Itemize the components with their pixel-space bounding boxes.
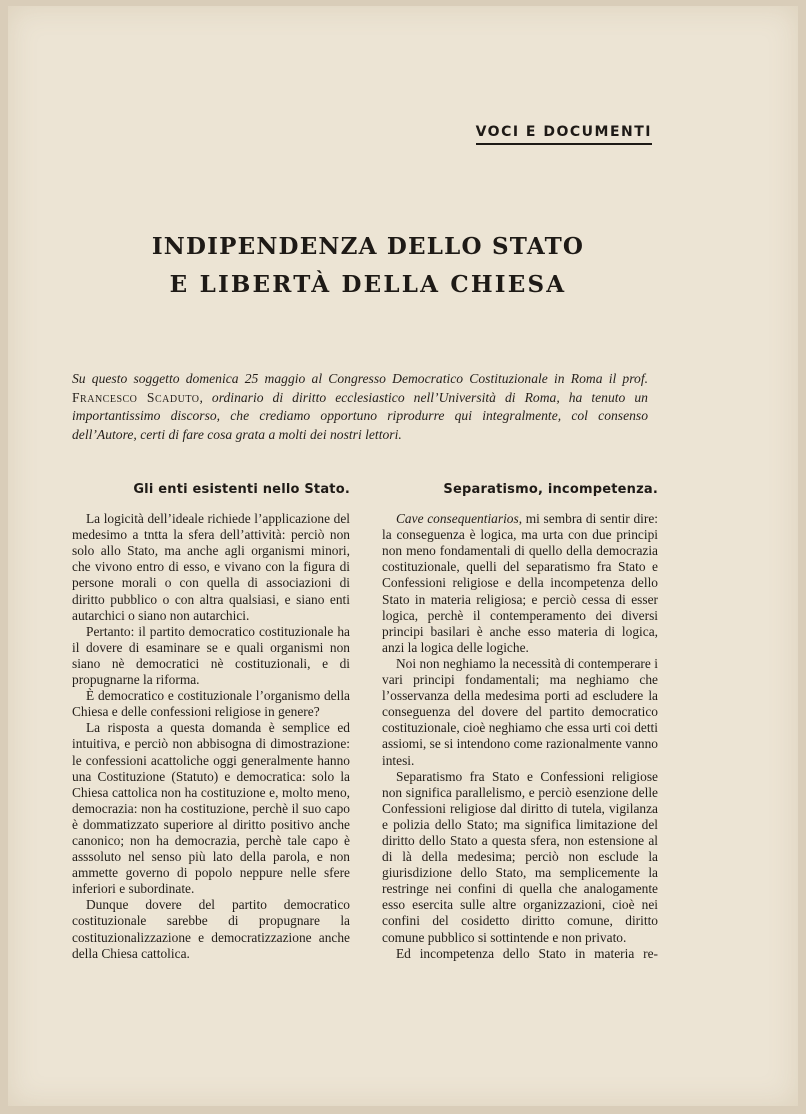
left-paragraph-3: È democratico e costituzionale l’organismo della Chiesa e delle confessioni religiose in genere? [72, 688, 350, 720]
right-column [382, 482, 658, 962]
right-column-heading: Separatismo, incompetenza. [443, 482, 658, 497]
intro-part-2: , ordinario di diritto ecclesiastico nell’Università di Roma, ha tenuto un importantissimo discorso, che crediamo opportuno riprodurre qui integralmente, col consenso dell’Autore, certi di fare cosa grata a molti dei nostri lettori. [72, 389, 648, 442]
page [8, 6, 798, 1106]
section-label: VOCI E DOCUMENTI [476, 124, 652, 145]
title-line-1: INDIPENDENZA DELLO STATO [151, 233, 585, 260]
right-paragraph-1 [382, 511, 658, 656]
intro-paragraph [72, 370, 648, 444]
article-title [8, 228, 728, 304]
right-paragraph-2: Noi non neghiamo la necessità di contemperare i vari principi fondamentali; ma neghiamo che l’osservanza della medesima porti ad escludere la conseguenza del dovere del partito democratico costituzionale, cioè neghiamo che essa urti coi detti assiomi, se si intendono come razionalmente vanno intesi. [382, 655, 658, 768]
left-column-heading: Gli enti esistenti nello Stato. [133, 482, 350, 497]
intro-part-1: Su questo soggetto domenica 25 maggio al Congresso Democratico Costituzionale in Roma il prof. [72, 371, 648, 386]
left-paragraph-2: Pertanto: il partito democratico costituzionale ha il dovere di esaminare se e quali organismi non siano nè democratici nè costituzionali, e di propugnarne la riforma. [72, 623, 350, 688]
left-column [72, 482, 350, 962]
right-paragraph-1-rest: , mi sembra di sentir dire: la conseguenza è logica, ma urta con due principi non meno fondamentali di quello della democrazia costituzionale, quelli del separatismo fra Stato e Confessioni religiose e della incompetenza dello Stato in materia religiosa; e perciò cessa di esser logica, perchè il contemperamento dei diversi principi basilari è anche esso materia di logica, anzi la logica delle logiche. [382, 511, 658, 655]
left-paragraph-1: La logicità dell’ideale richiede l’applicazione del medesimo a tntta la sfera dell’attività: perciò non solo allo Stato, ma anche agli organismi minori, che vivono entro di esso, e vivano con la figura di persone morali o con quella di associazioni di diritto pubblico o con altra qualsiasi, e siano enti autarchici o siano non autarchici. [72, 511, 350, 623]
right-paragraph-4: Ed incompetenza dello Stato in materia re- [396, 945, 658, 961]
left-paragraph-5: Dunque dovere del partito democratico costituzionale sarebbe di propugnare la costituzionalizzazione e democratizzazione anche della Chiesa cattolica. [72, 897, 350, 961]
intro-author: Francesco Scaduto [72, 389, 200, 405]
right-paragraph-3: Separatismo fra Stato e Confessioni religiose non significa parallelismo, e perciò esenzione delle Confessioni religiose dal diritto di tutela, vigilanza e polizia dello Stato; ma significa limitazione del diritto dello Stato a questa sfera, non estensione al di là della medesima; perciò non esclude la giurisdizione dello Stato, ma semplicemente la restringe nei confini di quella che analogamente esso esercita sulle altre organizzazioni, cioè nei confini del cosidetto diritto comune, diritto comune pubblico si sottintende e non privato. [382, 768, 658, 945]
title-line-2: E LIBERTÀ DELLA CHIESA [169, 271, 567, 298]
left-paragraph-4: La risposta a questa domanda è semplice ed intuitiva, e perciò non abbisogna di dimostrazione: le confessioni acattoliche oggi generalmente hanno una Costituzione (Statuto) e democratica: solo la Chiesa cattolica non ha costituzione e, molto meno, democrazia: non ha costituzione, perchè il suo capo è dommatizzato superiore al diritto positivo anche canonico; non ha democrazia, perchè tale capo è asssoluto nel senso più lato della parola, e non ammette governo di popolo neppure nelle sfere inferiori e subordinate. [72, 720, 350, 897]
right-paragraph-1-italic: Cave consequentiarios [396, 511, 519, 527]
